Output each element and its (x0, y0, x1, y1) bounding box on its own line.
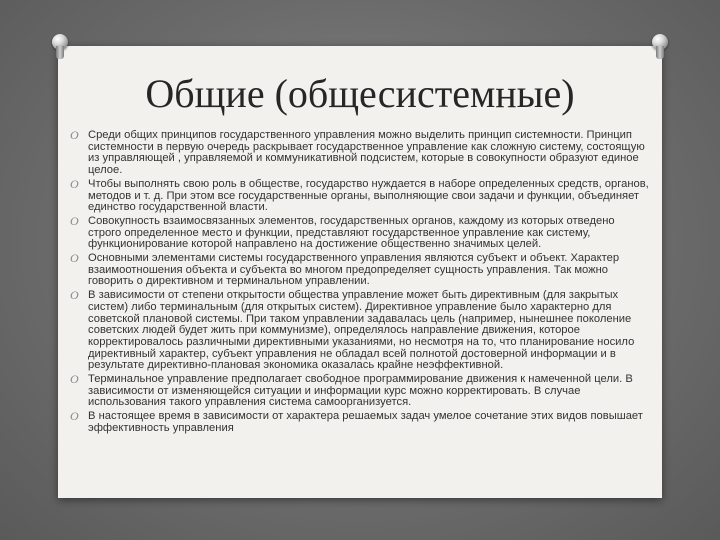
bullet-text: Чтобы выполнять свою роль в обществе, государство нуждается в наборе определенных средств, органов, методов и т. д. При этом все государственные органы, выполняющие свои задачи и функции, объединяет единство государственной власти. (88, 177, 649, 214)
bullet-item (70, 374, 650, 409)
bullet-text: В зависимости от степени открытости общества управление может быть директивным (для закрытых систем) либо терминальным (для открытых систем). Директивное управление было характерно для советской плановой системы. При таком управлении задавалась цель (например, нынешнее поколение советских людей будет жить при коммунизме), определялось направление движения, которое корректировалось различными директивными указаниями, но несмотря на то, что планирование носило директивный характер, субъект управления не обладал всей полнотой достоверной информации и в результате директивно-плановая экономика оказалась крайне неэффективной. (88, 289, 635, 372)
bullet-text: Терминальное управление предполагает свободное программирование движения к намеченной цели. В зависимости от изменяющейся ситуации и информации курс можно корректировать. В случае использования такого управления система самоорганизуется. (88, 373, 633, 409)
pushpin-icon (52, 34, 68, 60)
bullet-icon: O (70, 372, 79, 387)
bullet-text: Среди общих принципов государственного управления можно выделить принцип системности. Принцип системности в первую очередь раскрывает государственное управление как сложную систему, состоящую из управляющей , управляемой и коммуникативной подсистем, которые в совокупности образуют единое целое. (88, 129, 645, 177)
bullet-item (70, 411, 650, 434)
bullet-item (70, 290, 650, 372)
bullet-item (70, 253, 650, 288)
slide-title: Общие (общесистемные) (145, 71, 575, 116)
bullet-icon: O (70, 213, 79, 228)
bullet-icon: O (70, 128, 79, 142)
bullet-icon: O (70, 409, 79, 424)
bullet-icon: O (70, 288, 79, 303)
bullet-text: В настоящее время в зависимости от характера решаемых задач умелое сочетание этих видов повышает эффективность управления (88, 410, 643, 434)
bullet-text: Совокупность взаимосвязанных элементов, государственных органов, каждому из которых отведено строго определенное место и функции, представляют государственное управление как систему, функционирование которой направлено на достижение общественно значимых целей. (88, 214, 615, 251)
bullet-icon: O (70, 251, 79, 266)
bullet-item (70, 213, 650, 251)
bullet-item (70, 130, 650, 177)
bullet-text: Основными элементами системы государственного управления являются субъект и объект. Характер взаимоотношения объекта и субъекта во многом предопределяет сущность управления. Так можно говорить о директивном и терминальном управлении. (88, 252, 620, 288)
bullet-item (70, 176, 650, 214)
bullet-icon: O (70, 176, 79, 191)
bullet-list (70, 130, 650, 437)
pushpin-icon (652, 34, 668, 60)
